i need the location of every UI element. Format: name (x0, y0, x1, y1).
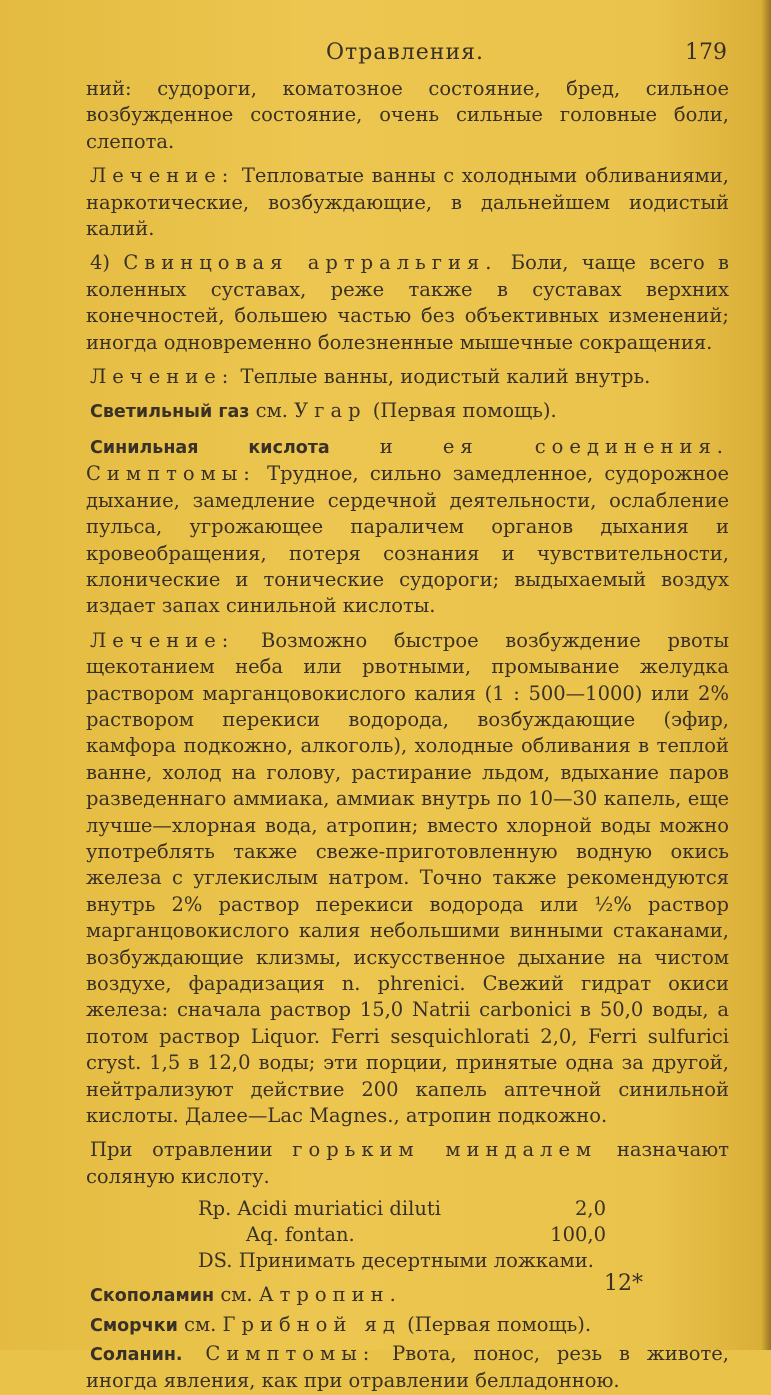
paragraph-text: см. (214, 1283, 259, 1307)
paragraph-treatment-3 (86, 628, 729, 1130)
section-label: горьким миндалем (292, 1138, 598, 1162)
paragraph-text: Трудное, сильно замедленное, судорожное дыхание, замедление сердечной деятельности, ослабление пульса, угрожающее параличем органов дыхания и кровеобращения, потеря сознания и чувствительности, клонические и тонические судороги; выдыхаемый воздух издает запах синильной кислоты. (86, 462, 729, 618)
prescription-ingredient: Rp. Acidi muriatici diluti (198, 1197, 441, 1221)
entry-term: Сморчки (90, 1315, 178, 1336)
paragraph-text: Тепловатые ванны с холодными обливаниями, наркотические, возбуждающие, в дальнейшем иодистый калий. (86, 164, 729, 241)
section-label: Симптомы: (182, 1342, 376, 1366)
treatment-label: Лечение: (90, 164, 235, 188)
running-title: Отравления. (326, 40, 484, 65)
cross-reference: Атропин. (258, 1283, 402, 1307)
paragraph-text: Боли, чаще всего в коленных суставах, реже также в суставах верхних конечностей, большею частью без объективных изменений; иногда одновременно болезненные мышечные сокращения. (86, 251, 730, 354)
paragraph-text: см. (249, 399, 295, 423)
signature-mark: 12* (604, 1271, 643, 1296)
paragraph-text: (Первая помощь). (366, 399, 557, 423)
paragraph-text: ний: судороги, коматозное состояние, бред, сильное возбужденное состояние, очень сильные головные боли, слепота. (86, 77, 729, 153)
paragraph-bitter-almond (86, 1137, 729, 1190)
entry-term: Скополамин (90, 1286, 215, 1307)
paragraph-text: Возможно быстрое возбуждение рвоты щекотанием неба или рвотными, промывание желудка раствором марганцовокислого калия (1 : 500—1000) или 2% раствором перекиси водорода, возбуждающие (эфир, камфора подкожно, алкоголь), холодные обливания в теплой ванне, холод на голову, растирание льдом, вдыхание паров разведеннаго аммиака, аммиак внутрь по 10—30 капель, еще лучше—хлорная вода, атропин; вместо хлорной воды можно употреблять также свеже-приготовленную водную окись железа с углекислым натром. Точно также рекомендуются внутрь 2% раствор перекиси водорода или ½% раствор марганцовокислого калия небольшими винными стаканами, возбуждающие клизмы, искусственное дыхание на чистом воздухе, фарадизация n. phrenici. Свежий гидрат окиси железа: сначала раствор 15,0 Natrii carbonici в 50,0 воды, а потом раствор Liquor. Ferri sesquichlorati 2,0, Ferri sulfurici cryst. 1,5 в 12,0 воды; эти порции, принятые одна за другой, нейтрализуют действие 200 капель аптечной синильной кислоты. Далее—Lac Magnes., атропин подкожно. (86, 628, 729, 1128)
paragraph-continuation (86, 76, 729, 155)
paragraph-text: назначают соляную кислоту. (86, 1138, 729, 1188)
section-label: ея соединения. Симптомы: (86, 434, 729, 486)
entry-solanine (86, 1341, 729, 1395)
page-header (86, 36, 729, 76)
treatment-label: Лечение: (90, 365, 235, 389)
prescription-row (86, 1222, 729, 1248)
section-label: Свинцовая артральгия. (123, 251, 498, 275)
item-number: 4) (90, 251, 124, 275)
cross-reference: Грибной яд (222, 1312, 401, 1336)
entry-hydrocyanic-acid (86, 434, 729, 620)
paragraph-treatment-1 (86, 163, 729, 242)
paragraph-text: При отравлении (90, 1138, 293, 1162)
cross-reference: Угар (294, 399, 367, 423)
prescription (86, 1196, 729, 1274)
paragraph-text: Теплые ванны, иодистый калий внутрь. (234, 365, 651, 389)
prescription-ingredient: Aq. fontan. (246, 1223, 355, 1247)
entry-lighting-gas (86, 398, 729, 425)
page-number: 179 (685, 40, 727, 65)
entry-term: Светильный газ (90, 402, 250, 423)
paragraph-text: см. (177, 1312, 223, 1336)
paragraph-lead-arthralgia (86, 250, 729, 356)
paragraph-text: и (329, 434, 443, 458)
paragraph-text: (Первая помощь). (400, 1312, 592, 1336)
paragraph-text: Рвота, понос, резь в животе, иногда явления, как при отравлении белладонною. (86, 1342, 729, 1393)
page-edge-shadow (761, 0, 771, 1350)
prescription-row (86, 1196, 729, 1222)
entry-term: Соланин. (90, 1345, 183, 1366)
entry-term: Синильная кислота (90, 437, 330, 458)
prescription-amount: 2,0 (574, 1197, 606, 1221)
entry-morels (86, 1312, 729, 1339)
paragraph-treatment-2 (86, 364, 729, 390)
prescription-amount: 100,0 (550, 1223, 606, 1247)
prescription-directions: DS. Принимать десертными ложками. (198, 1249, 594, 1273)
treatment-label: Лечение: (90, 628, 235, 652)
